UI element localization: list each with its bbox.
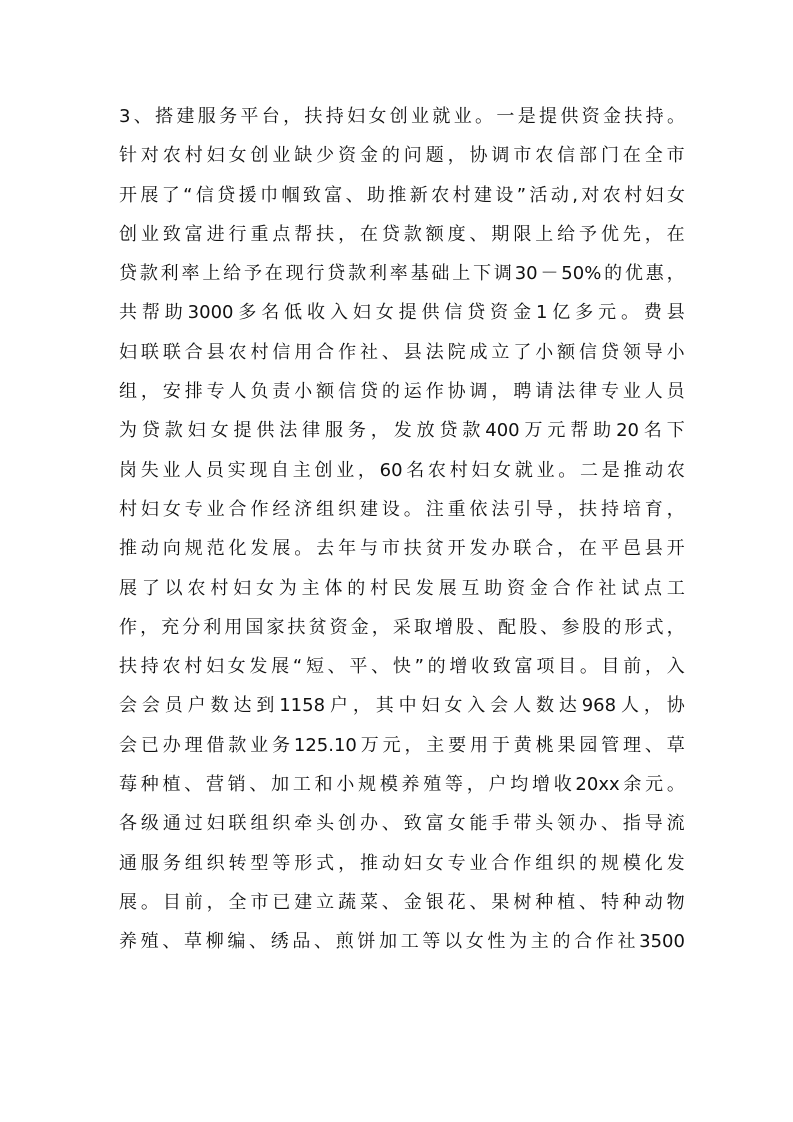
body-text [119,97,685,962]
text-line: 开 展 了 “ 信 贷 援 巾 帼 致 富 、 助 推 新 农 村 建 设 ” 活 动 , 对 农 村 妇 女 [119,184,685,206]
text-line: 村 妇 女 专 业 合 作 经 济 组 织 建 设 。 注 重 依 法 引 导 ， 扶 持 培 育 ， [119,498,685,520]
text-line: 创 业 致 富 进 行 重 点 帮 扶 ， 在 贷 款 额 度 、 期 限 上 给 予 优 先 ， 在 [119,223,685,245]
text-line: 3 、 搭 建 服 务 平 台 ， 扶 持 妇 女 创 业 就 业 。 一 是 提 供 资 金 扶 持 。 [119,106,685,127]
text-line: 作 ， 充 分 利 用 国 家 扶 贫 资 金 ， 采 取 增 股 、 配 股 、 参 股 的 形 式 ， [119,616,685,638]
text-line: 会 已 办 理 借 款 业 务 125.10 万 元 ， 主 要 用 于 黄 桃 果 园 管 理 、 草 [119,734,685,756]
text-line: 贷 款 利 率 上 给 予 在 现 行 贷 款 利 率 基 础 上 下 调 30 － 50% 的 优 惠 ， [119,263,685,285]
text-line: 展 了 以 农 村 妇 女 为 主 体 的 村 民 发 展 互 助 资 金 合 作 社 试 点 工 [119,577,685,599]
text-line: 组 ， 安 排 专 人 负 责 小 额 信 贷 的 运 作 协 调 ， 聘 请 法 律 专 业 人 员 [119,381,685,403]
text-line: 各 级 通 过 妇 联 组 织 牵 头 创 办 、 致 富 女 能 手 带 头 领 办 、 指 导 流 [119,813,685,835]
text-line: 展 。 目 前 ， 全 市 已 建 立 蔬 菜 、 金 银 花 、 果 树 种 植 、 特 种 动 物 [119,891,685,913]
text-line: 针 对 农 村 妇 女 创 业 缺 少 资 金 的 问 题 ， 协 调 市 农 信 部 门 在 全 市 [119,145,685,167]
text-line: 岗 失 业 人 员 实 现 自 主 创 业 ， 60 名 农 村 妇 女 就 业 。 二 是 推 动 农 [119,459,685,481]
text-line: 为 贷 款 妇 女 提 供 法 律 服 务 ， 发 放 贷 款 400 万 元 帮 助 20 名 下 [119,420,685,442]
text-line: 莓 种 植 、 营 销 、 加 工 和 小 规 模 养 殖 等 ， 户 均 增 收 20xx 余 元 。 [119,774,685,796]
text-line: 推 动 向 规 范 化 发 展 。 去 年 与 市 扶 贫 开 发 办 联 合 ， 在 平 邑 县 开 [119,538,685,560]
text-line: 通 服 务 组 织 转 型 等 形 式 ， 推 动 妇 女 专 业 合 作 组 织 的 规 模 化 发 [119,852,685,874]
text-line: 养 殖 、 草 柳 编 、 绣 品 、 煎 饼 加 工 等 以 女 性 为 主 的 合 作 社 3500 [119,931,685,953]
text-line: 共 帮 助 3000 多 名 低 收 入 妇 女 提 供 信 贷 资 金 1 亿 多 元 。 费 县 [119,302,685,324]
text-line: 扶 持 农 村 妇 女 发 展 “ 短 、 平 、 快 ” 的 增 收 致 富 项 目 。 目 前 ， 入 [119,656,685,678]
text-line: 会 会 员 户 数 达 到 1158 户 ， 其 中 妇 女 入 会 人 数 达 968 人 ， 协 [119,695,685,717]
text-line: 妇 联 联 合 县 农 村 信 用 合 作 社 、 县 法 院 成 立 了 小 额 信 贷 领 导 小 [119,341,685,363]
